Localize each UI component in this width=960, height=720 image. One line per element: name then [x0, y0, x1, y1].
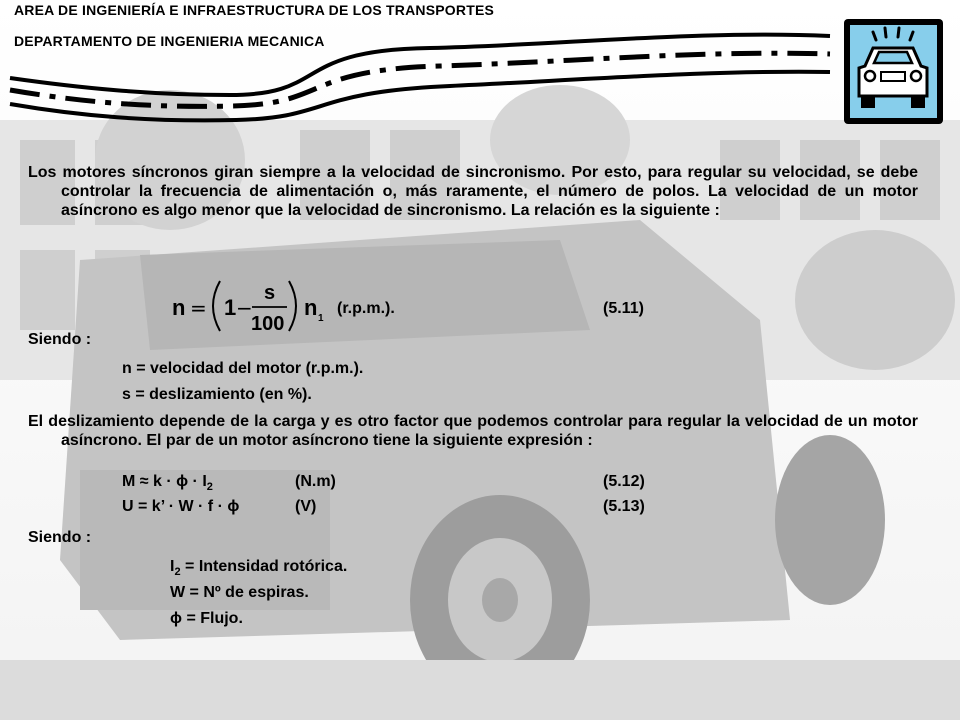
definition-i2 [170, 557, 347, 582]
formula-number-5-13: (5.13) [603, 498, 645, 515]
definition-i2-sub: 2 [174, 566, 181, 578]
formula-torque-expr: M ≈ k · ϕ · I [122, 473, 207, 490]
formula-minus: − [236, 296, 253, 320]
definition-i2-text: = Intensidad rotórica. [180, 558, 348, 575]
definition-i2-base: I [170, 558, 175, 575]
formula-units: (r.p.m.). [337, 300, 395, 317]
formula-voltage-units: (V) [295, 498, 317, 515]
formula-slip-speed [170, 275, 340, 337]
siendo-label-2: Siendo : [28, 529, 92, 546]
header-department-title: DEPARTAMENTO DE INGENIERIA MECANICA [14, 33, 325, 49]
formula-denominator: 100 [251, 313, 285, 335]
paragraph-slip-torque: El deslizamiento depende de la carga y es otro factor que podemos controlar para regular la velocidad de un motor asíncrono. El par de un motor asíncrono tiene la siguiente expresión : [28, 413, 918, 449]
formula-number-5-12: (5.12) [603, 473, 645, 490]
formula-torque-units: (N.m) [295, 473, 336, 490]
formula-one: 1 [224, 295, 237, 320]
car-icon [843, 18, 944, 125]
road-banner [0, 0, 960, 130]
paragraph-synchronous-motors: Los motores síncronos giran siempre a la velocidad de sincronismo. Por esto, para regular su velocidad, se debe controlar la frecuencia de alimentación o, más raramente, el número de polos. La velocidad de un motor asíncrono es algo menor que la velocidad de sincronismo. La relación es la siguiente : [28, 164, 918, 219]
logo [843, 18, 944, 125]
formula-numerator: s [264, 282, 276, 304]
siendo-label-1: Siendo : [28, 331, 92, 348]
formula-n1-sub: 1 [318, 313, 324, 324]
formula-eq: = [190, 296, 207, 320]
formula-torque-sub: 2 [206, 481, 213, 493]
header-area-title: AREA DE INGENIERÍA E INFRAESTRUCTURA DE LOS TRANSPORTES [14, 2, 495, 18]
formula-voltage: U = k’ · W · f · ϕ [122, 498, 240, 515]
definition-phi: ϕ = Flujo. [170, 610, 243, 627]
definition-n: n = velocidad del motor (r.p.m.). [122, 360, 364, 377]
formula-n: n [172, 295, 186, 320]
definition-w: W = Nº de espiras. [170, 584, 309, 601]
definition-s: s = deslizamiento (en %). [122, 386, 312, 403]
formula-torque [122, 472, 213, 497]
formula-n1: n [304, 295, 318, 320]
formula-number-5-11: (5.11) [603, 300, 644, 317]
